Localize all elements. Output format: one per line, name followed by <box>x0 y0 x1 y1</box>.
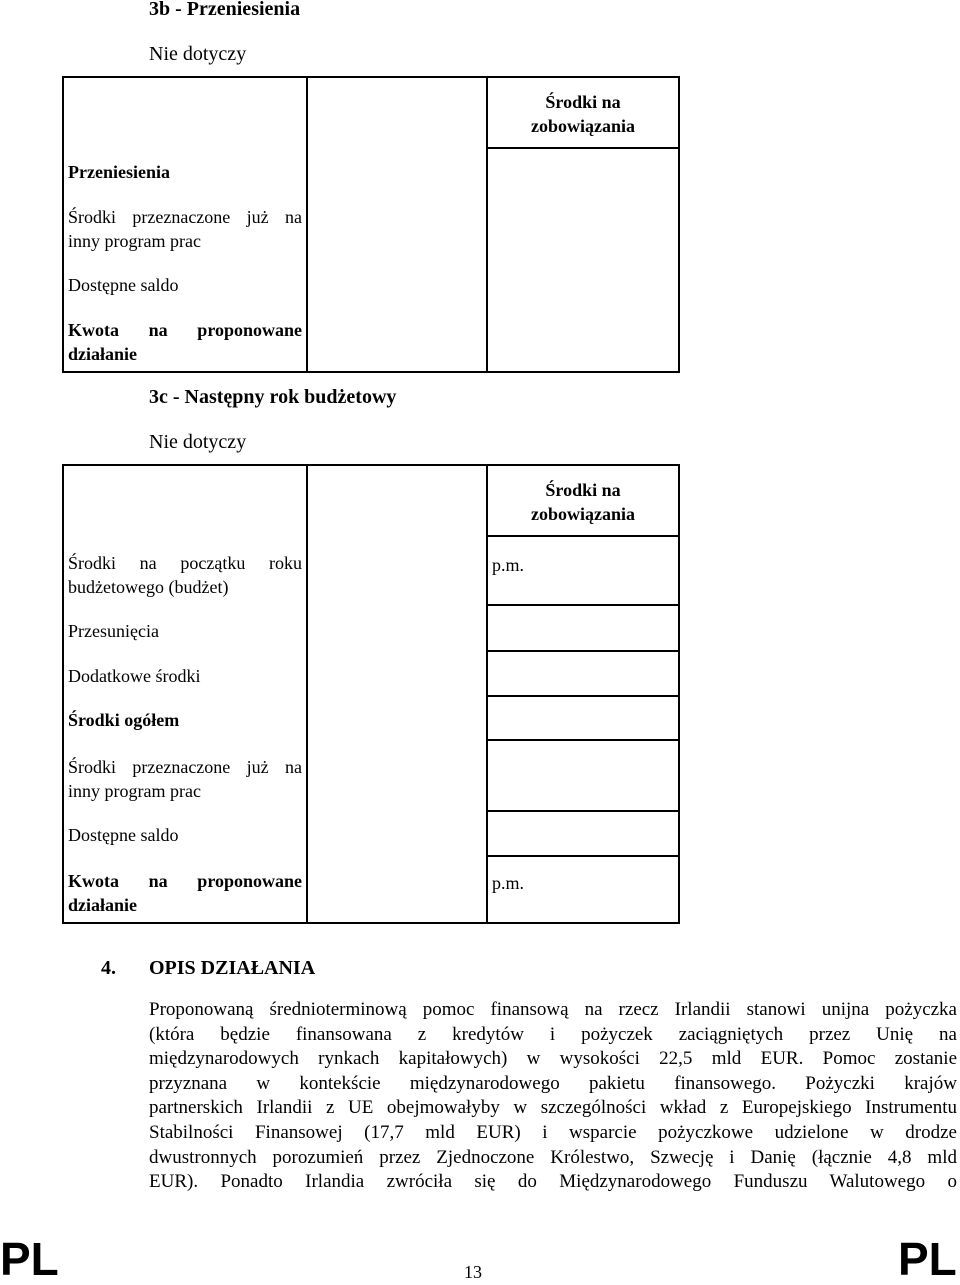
table-3c-start-value: p.m. <box>492 555 525 575</box>
section-3c-heading: 3c - Następny rok budżetowy <box>149 386 397 408</box>
footer-page-number: 13 <box>464 1262 482 1282</box>
table-3c-row-start: Środki na początku roku budżetowego (budżet) <box>68 553 302 597</box>
table-3c-row-additional: Dodatkowe środki <box>68 666 201 686</box>
table-3b-row-available: Dostępne saldo <box>68 275 179 295</box>
table-3b-row-allocated: Środki przeznaczone już na inny program prac <box>68 207 302 251</box>
table-3b-header-commitments: Środki na zobowiązania <box>530 92 635 136</box>
table-3c-row-shifts: Przesunięcia <box>68 621 159 641</box>
section-4-heading: OPIS DZIAŁANIA <box>149 957 316 979</box>
table-3c-row-proposed: Kwota na proponowane działanie <box>68 871 302 915</box>
footer-lang-right: PL <box>898 1233 957 1285</box>
table-3c-header-commitments: Środki na zobowiązania <box>530 480 635 524</box>
section-3c-status: Nie dotyczy <box>149 431 247 453</box>
section-3b-heading: 3b - Przeniesienia <box>149 0 301 20</box>
table-3c-proposed-value: p.m. <box>492 873 525 893</box>
section-4-paragraph: Proponowaną średnioterminową pomoc finansową na rzecz Irlandii stanowi unijna pożyczka (która będzie finansowana z kredytów i pożyczek zaciągniętych przez Unię na międzynarodowych rynkach kapitałowych) w wysokości 22,5 mld EUR. Pomoc zostanie przyznana w kontekście międzynarodowego pakietu finansowego. Pożyczki krajów partnerskich Irlandii z UE obejmowałyby w szczególności wkład z Europejskiego Instrumentu Stabilności Finansowej (17,7 mld EUR) i wsparcie pożyczkowe udzielone w drodze dwustronnych porozumień przez Zjednoczone Królestwo, Szwecję i Danię (łącznie 4,8 mld EUR). Ponadto Irlandia zwróciła się do Międzynarodowego Funduszu Walutowego o <box>149 999 957 1193</box>
table-3c-row-total: Środki ogółem <box>68 710 180 730</box>
table-3c-row-available: Dostępne saldo <box>68 825 179 845</box>
table-3b-row-proposed: Kwota na proponowane działanie <box>68 320 302 364</box>
section-4-number: 4. <box>101 957 116 979</box>
table-3b-row-title: Przeniesienia <box>68 162 170 182</box>
table-3c-row-allocated: Środki przeznaczone już na inny program prac <box>68 757 302 801</box>
footer-lang-left: PL <box>0 1233 59 1285</box>
section-3b-status: Nie dotyczy <box>149 43 247 65</box>
